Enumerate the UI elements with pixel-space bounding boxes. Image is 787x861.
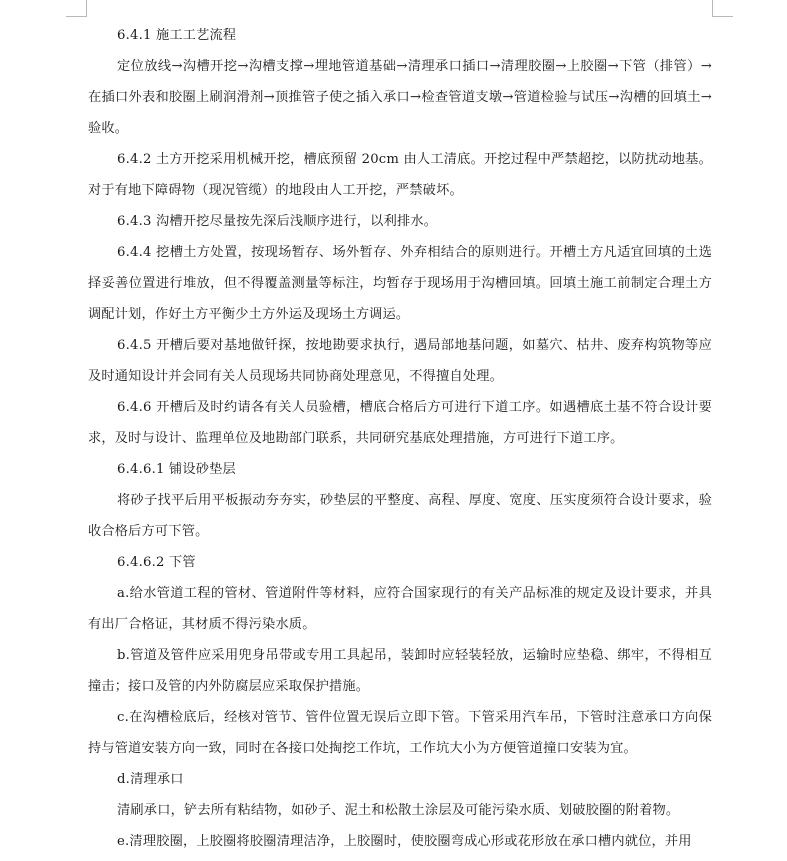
list-item: a.给水管道工程的管材、管道附件等材料，应符合国家现行的有关产品标准的规定及设计要求，并具有出厂合格证，其材质不得污染水质。 bbox=[88, 586, 712, 632]
paragraph: 将砂子找平后用平板振动夯夯实，砂垫层的平整度、高程、厚度、宽度、压实度须符合设计要求，验收合格后方可下管。 bbox=[88, 493, 712, 539]
paragraph: 6.4.4 挖槽土方处置，按现场暂存、场外暂存、外弃相结合的原则进行。开槽土方凡适宜回填的土选择妥善位置进行堆放，但不得覆盖测量等标注，均暂存于现场用于沟槽回填。回填土施工前制定合理土方调配计划，作好土方平衡少土方外运及现场土方调运。 bbox=[88, 245, 712, 322]
paragraph: 6.4.2 土方开挖采用机械开挖，槽底预留 20cm 由人工清底。开挖过程中严禁超挖，以防扰动地基。对于有地下障碍物（现况管缆）的地段由人工开挖，严禁破坏。 bbox=[88, 152, 712, 198]
document-body bbox=[88, 20, 712, 857]
page-corner-mark-right bbox=[712, 0, 733, 17]
list-item: b.管道及管件应采用兜身吊带或专用工具起吊，装卸时应轻装轻放，运输时应垫稳、绑牢，不得相互撞击；接口及管的内外防腐层应采取保护措施。 bbox=[88, 648, 712, 694]
paragraph: 清刷承口，铲去所有粘结物，如砂子、泥土和松散土涂层及可能污染水质、划破胶圈的附着物。 bbox=[117, 803, 680, 818]
subsection-heading: 6.4.6.1 铺设砂垫层 bbox=[117, 462, 236, 477]
list-item: d.清理承口 bbox=[117, 772, 184, 787]
list-item: e.清理胶圈，上胶圈将胶圈清理洁净，上胶圈时，使胶圈弯成心形或花形放在承口槽内就位，并用 bbox=[117, 834, 692, 849]
paragraph: 定位放线→沟槽开挖→沟槽支撑→埋地管道基础→清理承口插口→清理胶圈→上胶圈→下管（排管）→在插口外表和胶圈上刷润滑剂→顶推管子使之插入承口→检查管道支墩→管道检验与试压→沟槽的回填土→验收。 bbox=[88, 59, 712, 136]
subsection-heading: 6.4.6.2 下管 bbox=[117, 555, 196, 570]
list-item: c.在沟槽检底后，经核对管节、管件位置无误后立即下管。下管采用汽车吊，下管时注意承口方向保持与管道安装方向一致，同时在各接口处掏挖工作坑，工作坑大小为方便管道撞口安装为宜。 bbox=[88, 710, 712, 756]
paragraph: 6.4.5 开槽后要对基地做钎探，按地勘要求执行，遇局部地基问题，如墓穴、枯井、废弃构筑物等应及时通知设计并会同有关人员现场共同协商处理意见，不得擅自处理。 bbox=[88, 338, 712, 384]
paragraph: 6.4.3 沟槽开挖尽量按先深后浅顺序进行，以利排水。 bbox=[117, 214, 438, 229]
section-heading: 6.4.1 施工工艺流程 bbox=[117, 28, 237, 43]
paragraph: 6.4.6 开槽后及时约请各有关人员验槽，槽底合格后方可进行下道工序。如遇槽底土基不符合设计要求，及时与设计、监理单位及地勘部门联系，共同研究基底处理措施，方可进行下道工序。 bbox=[88, 400, 712, 446]
page-corner-mark-left bbox=[66, 0, 87, 17]
